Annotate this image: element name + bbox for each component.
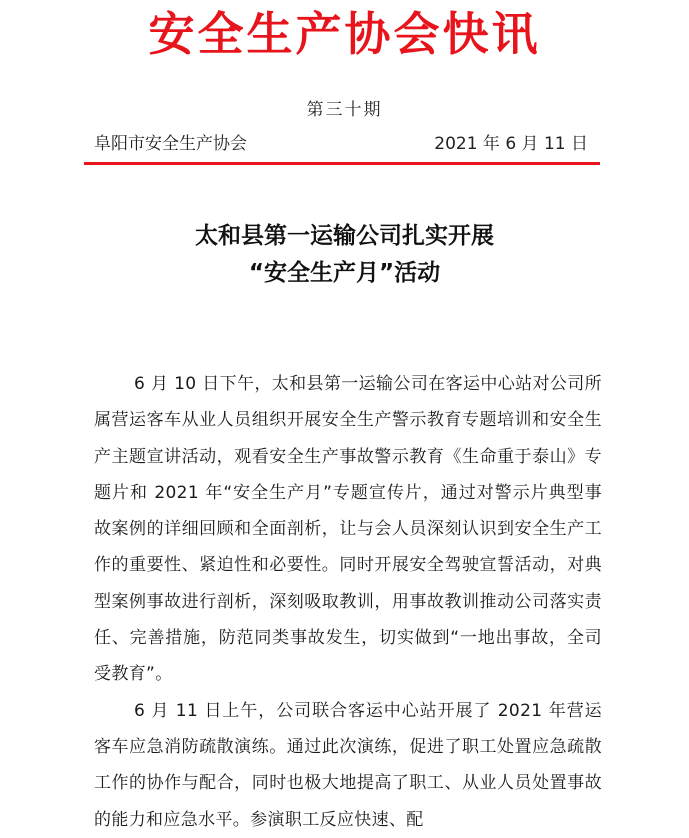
publisher-name: 阜阳市安全生产协会 <box>94 134 247 154</box>
article-body <box>94 366 602 838</box>
meta-row <box>94 132 588 158</box>
article-title-line-2: “安全生产月”活动 <box>248 260 441 286</box>
red-divider <box>84 162 600 165</box>
paragraph-2: 6 月 11 日上午，公司联合客运中心站开展了 2021 年营运客车应急消防疏散演练。通过此次演练，促进了职工处置应急疏散工作的协作与配合，同时也极大地提高了职工、从业人员处置事故的能力和应急水平。参演职工反应快速、配 <box>94 700 602 830</box>
article-title-line-1: 太和县第一运输公司扎实开展 <box>195 223 494 249</box>
article-title <box>0 218 689 292</box>
publish-date: 2021 年 6 月 11 日 <box>434 134 588 154</box>
paragraph-1: 6 月 10 日下午，太和县第一运输公司在客运中心站对公司所属营运客车从业人员组织开展安全生产警示教育专题培训和安全生产主题宣讲活动，观看安全生产事故警示教育《生命重于泰山》专题片和 2021 年“安全生产月”专题宣传片，通过对警示片典型事故案例的详细回顾和全面剖析，让与会人员深刻认识到安全生产工作的重要性、紧迫性和必要性。同时开展安全驾驶宣誓活动，对典型案例事故进行剖析，深刻吸取教训，用事故教训推动公司落实责任、完善措施，防范同类事故发生，切实做到“一地出事故，全司受教育”。 <box>94 374 602 685</box>
issue-number: 第三十期 <box>306 100 383 120</box>
masthead-title: 安全生产协会快讯 <box>148 7 541 61</box>
